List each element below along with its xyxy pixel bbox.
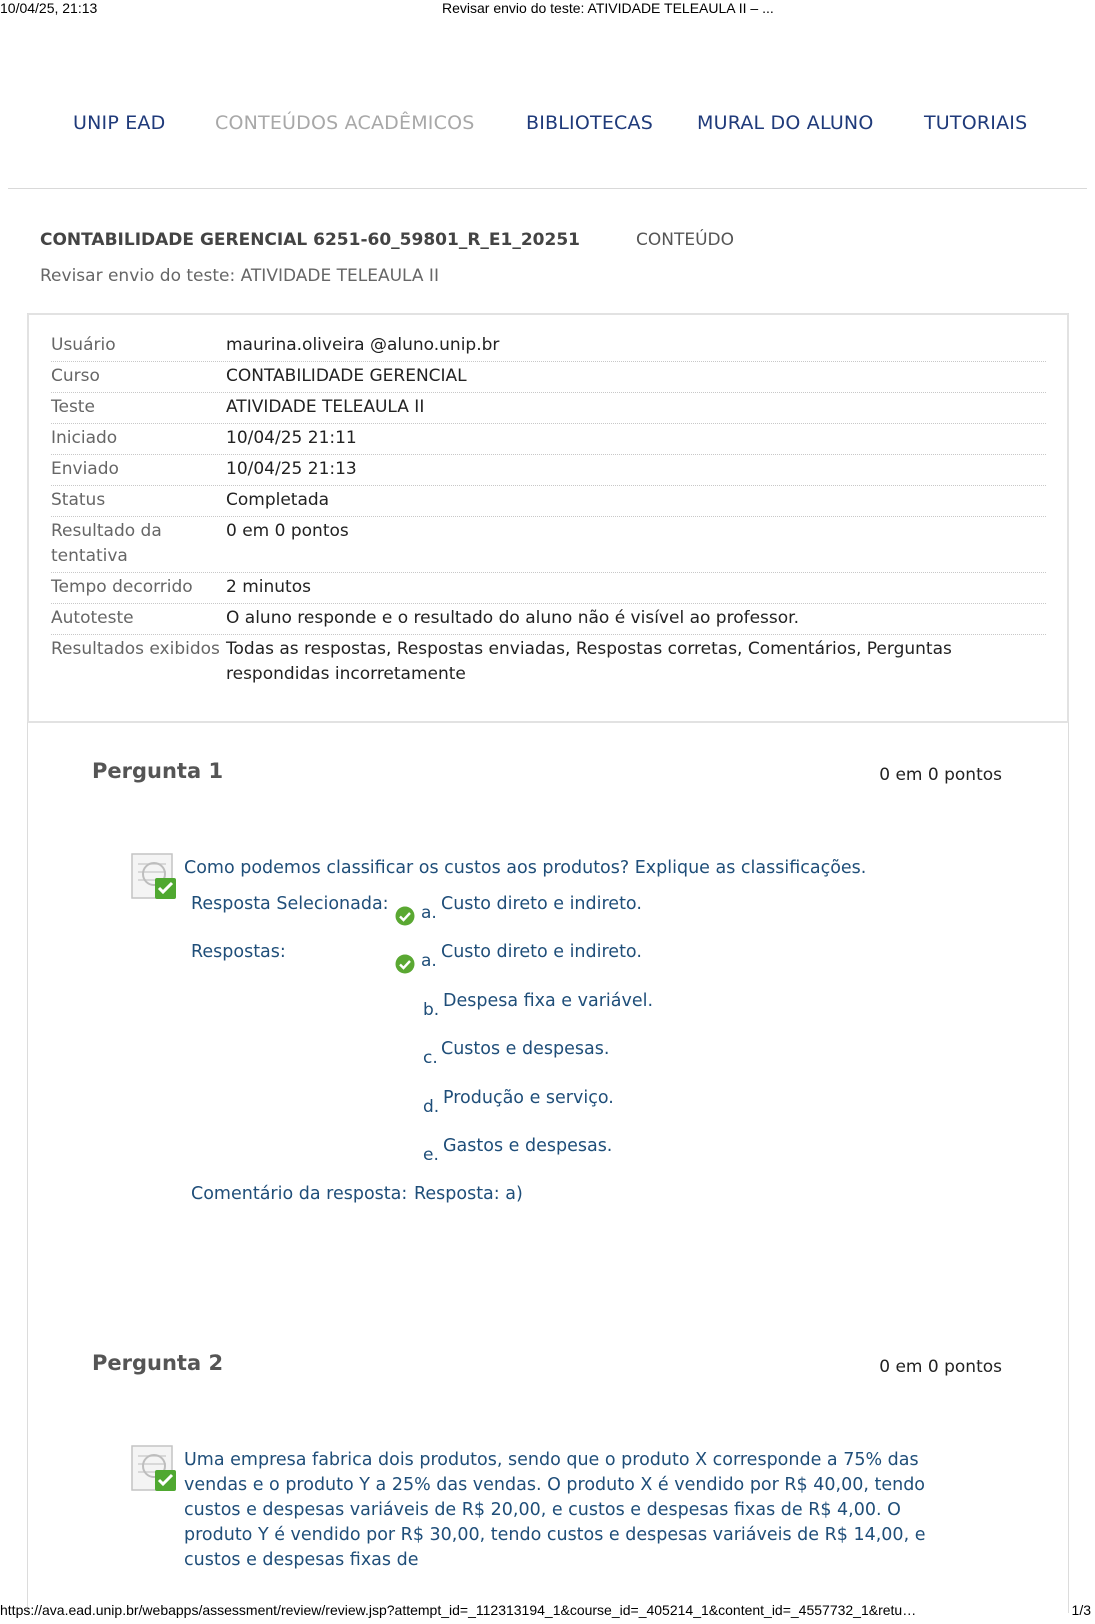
comment-label: Comentário da resposta: bbox=[191, 1184, 408, 1204]
answer-letter: a. bbox=[421, 951, 437, 971]
info-row-iniciado bbox=[51, 424, 1046, 455]
info-row-resultado bbox=[51, 517, 1046, 573]
info-value: Todas as respostas, Respostas enviadas, Respostas corretas, Comentários, Perguntas respondidas incorretamente bbox=[226, 639, 952, 684]
question-title: Pergunta 1 bbox=[92, 759, 224, 783]
info-label: Usuário bbox=[51, 335, 116, 355]
page-title: Revisar envio do teste: ATIVIDADE TELEAULA II bbox=[40, 266, 439, 286]
info-label: Curso bbox=[51, 366, 100, 386]
info-row-curso bbox=[51, 362, 1046, 393]
check-icon bbox=[395, 954, 415, 974]
print-title: Revisar envio do teste: ATIVIDADE TELEAULA II – ... bbox=[442, 0, 774, 16]
info-value: O aluno responde e o resultado do aluno não é visível ao professor. bbox=[226, 608, 799, 628]
info-value: 2 minutos bbox=[226, 577, 311, 597]
info-row-tempo bbox=[51, 573, 1046, 604]
course-title[interactable]: CONTABILIDADE GERENCIAL 6251-60_59801_R_E1_20251 bbox=[40, 230, 580, 250]
print-url: https://ava.ead.unip.br/webapps/assessment/review/review.jsp?attempt_id=_112313194_1&course_id=_405214_1&content_id=_4557732_1&retu… bbox=[0, 1602, 917, 1618]
selected-answer-text: Custo direto e indireto. bbox=[441, 894, 642, 914]
answers-label: Respostas: bbox=[191, 942, 286, 962]
question-points: 0 em 0 pontos bbox=[879, 1357, 1002, 1377]
info-value: Completada bbox=[226, 490, 330, 510]
check-icon bbox=[395, 906, 415, 926]
info-value: CONTABILIDADE GERENCIAL bbox=[226, 366, 467, 386]
info-value: ATIVIDADE TELEAULA II bbox=[226, 397, 425, 417]
answer-letter: b. bbox=[423, 1000, 440, 1020]
info-label: Autoteste bbox=[51, 608, 134, 628]
top-navigation bbox=[0, 112, 1095, 148]
selected-answer-letter: a. bbox=[421, 903, 437, 923]
info-value: 10/04/25 21:11 bbox=[226, 428, 357, 448]
answer-comment: Resposta: a) bbox=[414, 1184, 523, 1204]
info-row-status bbox=[51, 486, 1046, 517]
answer-text: Custos e despesas. bbox=[441, 1039, 610, 1059]
print-header bbox=[0, 0, 1095, 20]
answer-letter: c. bbox=[423, 1048, 438, 1068]
info-label: Resultados exibidos bbox=[51, 639, 220, 659]
answer-letter: e. bbox=[423, 1145, 439, 1165]
question-text: Uma empresa fabrica dois produtos, sendo que o produto X corresponde a 75% das vendas e o produto Y a 25% das vendas. O produto X é vendido por R$ 40,00, tendo custos e despesas variáveis de R$ 20,00, e custos e despesas fixas de R$ 4,00. O produto Y é vendido por R$ 30,00, tendo custos e despesas variáveis de R$ 14,00, e custos e despesas fixas de bbox=[184, 1450, 926, 1570]
answer-text: Gastos e despesas. bbox=[443, 1136, 613, 1156]
info-row-resultados-exibidos bbox=[51, 635, 1046, 690]
nav-item-tutoriais[interactable]: TUTORIAIS bbox=[924, 112, 1028, 134]
question-text: Como podemos classificar os custos aos produtos? Explique as classificações. bbox=[184, 858, 867, 878]
info-label: Tempo decorrido bbox=[51, 577, 193, 597]
answer-letter: d. bbox=[423, 1097, 440, 1117]
info-value: 10/04/25 21:13 bbox=[226, 459, 357, 479]
question-title: Pergunta 2 bbox=[92, 1351, 224, 1375]
nav-item-unip-ead[interactable]: UNIP EAD bbox=[73, 112, 166, 134]
info-value: maurina.oliveira @aluno.unip.br bbox=[226, 335, 500, 355]
nav-divider bbox=[8, 188, 1087, 189]
info-label: Status bbox=[51, 490, 106, 510]
info-label: Resultado da tentativa bbox=[51, 521, 162, 566]
question-points: 0 em 0 pontos bbox=[879, 765, 1002, 785]
info-label: Teste bbox=[51, 397, 95, 417]
nav-item-mural-do-aluno[interactable]: MURAL DO ALUNO bbox=[697, 112, 874, 134]
nav-item-bibliotecas[interactable]: BIBLIOTECAS bbox=[526, 112, 653, 134]
print-datetime: 10/04/25, 21:13 bbox=[0, 0, 98, 16]
correct-answer-icon bbox=[130, 852, 180, 900]
attempt-info-table bbox=[51, 331, 1046, 690]
answer-text: Produção e serviço. bbox=[443, 1088, 614, 1108]
print-footer bbox=[0, 1602, 1095, 1624]
print-page-number: 1/3 bbox=[1071, 1602, 1091, 1618]
nav-item-conteudos-academicos[interactable]: CONTEÚDOS ACADÊMICOS bbox=[215, 112, 475, 134]
info-value: 0 em 0 pontos bbox=[226, 521, 349, 541]
answer-text: Despesa fixa e variável. bbox=[443, 991, 654, 1011]
info-label: Enviado bbox=[51, 459, 119, 479]
answer-text: Custo direto e indireto. bbox=[441, 942, 642, 962]
info-row-teste bbox=[51, 393, 1046, 424]
info-label: Iniciado bbox=[51, 428, 118, 448]
selected-answer-label: Resposta Selecionada: bbox=[191, 894, 389, 914]
info-row-usuario bbox=[51, 331, 1046, 362]
info-row-autoteste bbox=[51, 604, 1046, 635]
info-row-enviado bbox=[51, 455, 1046, 486]
correct-answer-icon bbox=[130, 1444, 180, 1492]
content-breadcrumb-link[interactable]: CONTEÚDO bbox=[636, 230, 735, 250]
